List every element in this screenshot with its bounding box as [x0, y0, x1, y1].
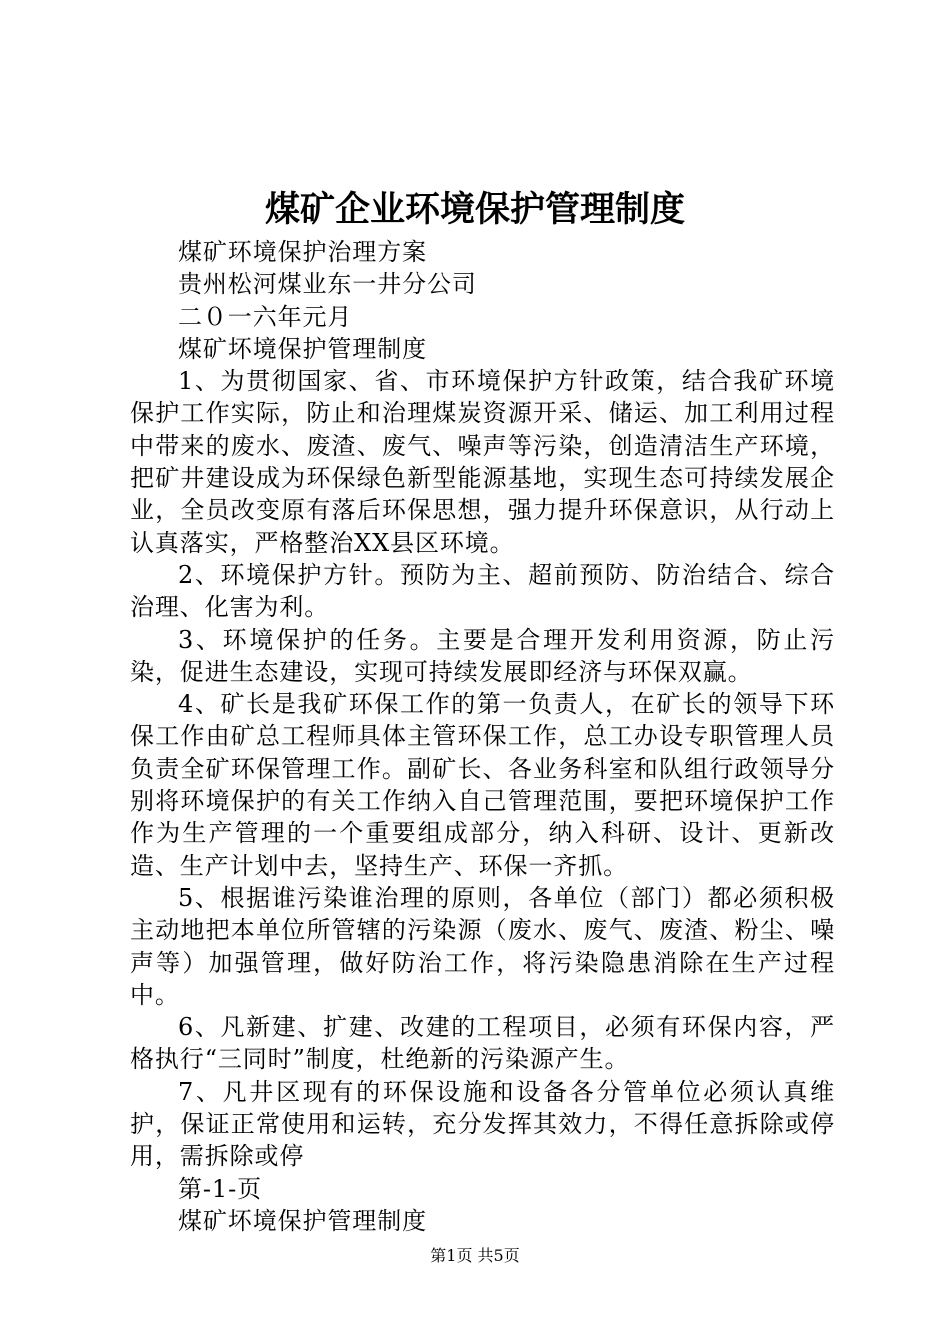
section-title-line: 煤矿坏境保护管理制度 — [178, 334, 427, 363]
paragraph-2: 2、环境保护方针。预防为主、超前预防、防治结合、综合治理、化害为利。 — [130, 560, 835, 622]
paragraph-3: 3、环境保护的任务。主要是合理开发利用资源，防止污染，促进生态建设，实现可持续发展即经济与环保双赢。 — [130, 625, 835, 686]
paragraph-1: 1、为贯彻国家、省、市环境保护方针政策，结合我矿环境保护工作实际，防止和治理煤炭资源开采、储运、加工利用过程中带来的废水、废渣、废气、噪声等污染，创造清洁生产环境，把矿井建设成为环保绿色新型能源基地，实现生态可持续发展企业，全员改变原有落后环保思想，强力提升环保意识，从行动上认真落实，严格整治XX县区环境。 — [130, 367, 835, 557]
company-name-line: 贵州松河煤业东一井分公司 — [178, 270, 477, 299]
paragraph-4: 4、矿长是我矿环保工作的第一负责人，在矿长的领导下环保工作由矿总工程师具体主管环保工作，总工办设专职管理人员负责全矿环保管理工作。副矿长、各业务科室和队组行政领导分别将环境保护的有关工作纳入自己管理范围，要把环境保护工作作为生产管理的一个重要组成部分，纳入科研、设计、更新改造、生产计划中去，坚持生产、环保一齐抓。 — [130, 690, 835, 880]
document-body — [130, 236, 835, 1237]
paragraph-6: 6、凡新建、扩建、改建的工程项目，必须有环保内容，严格执行“三同时”制度，杜绝新的污染源产生。 — [130, 1013, 835, 1074]
document-title: 煤矿企业环境保护管理制度 — [264, 189, 685, 230]
plan-title-line: 煤矿环境保护治理方案 — [178, 238, 427, 266]
date-line: 二０一六年元月 — [178, 302, 353, 331]
page-marker: 第-1-页 — [178, 1174, 262, 1203]
page-footer: 第1页 共5页 — [430, 1246, 520, 1265]
paragraph-7: 7、凡井区现有的环保设施和设备各分管单位必须认真维护，保证正常使用和运转，充分发挥其效力，不得任意拆除或停用，需拆除或停 — [130, 1077, 835, 1171]
paragraph-5: 5、根据谁污染谁治理的原则，各单位（部门）都必须积极主动地把本单位所管辖的污染源（废水、废气、废渣、粉尘、噪声等）加强管理，做好防治工作，将污染隐患消除在生产过程中。 — [130, 883, 835, 1009]
trailing-section-title: 煤矿坏境保护管理制度 — [178, 1206, 427, 1235]
